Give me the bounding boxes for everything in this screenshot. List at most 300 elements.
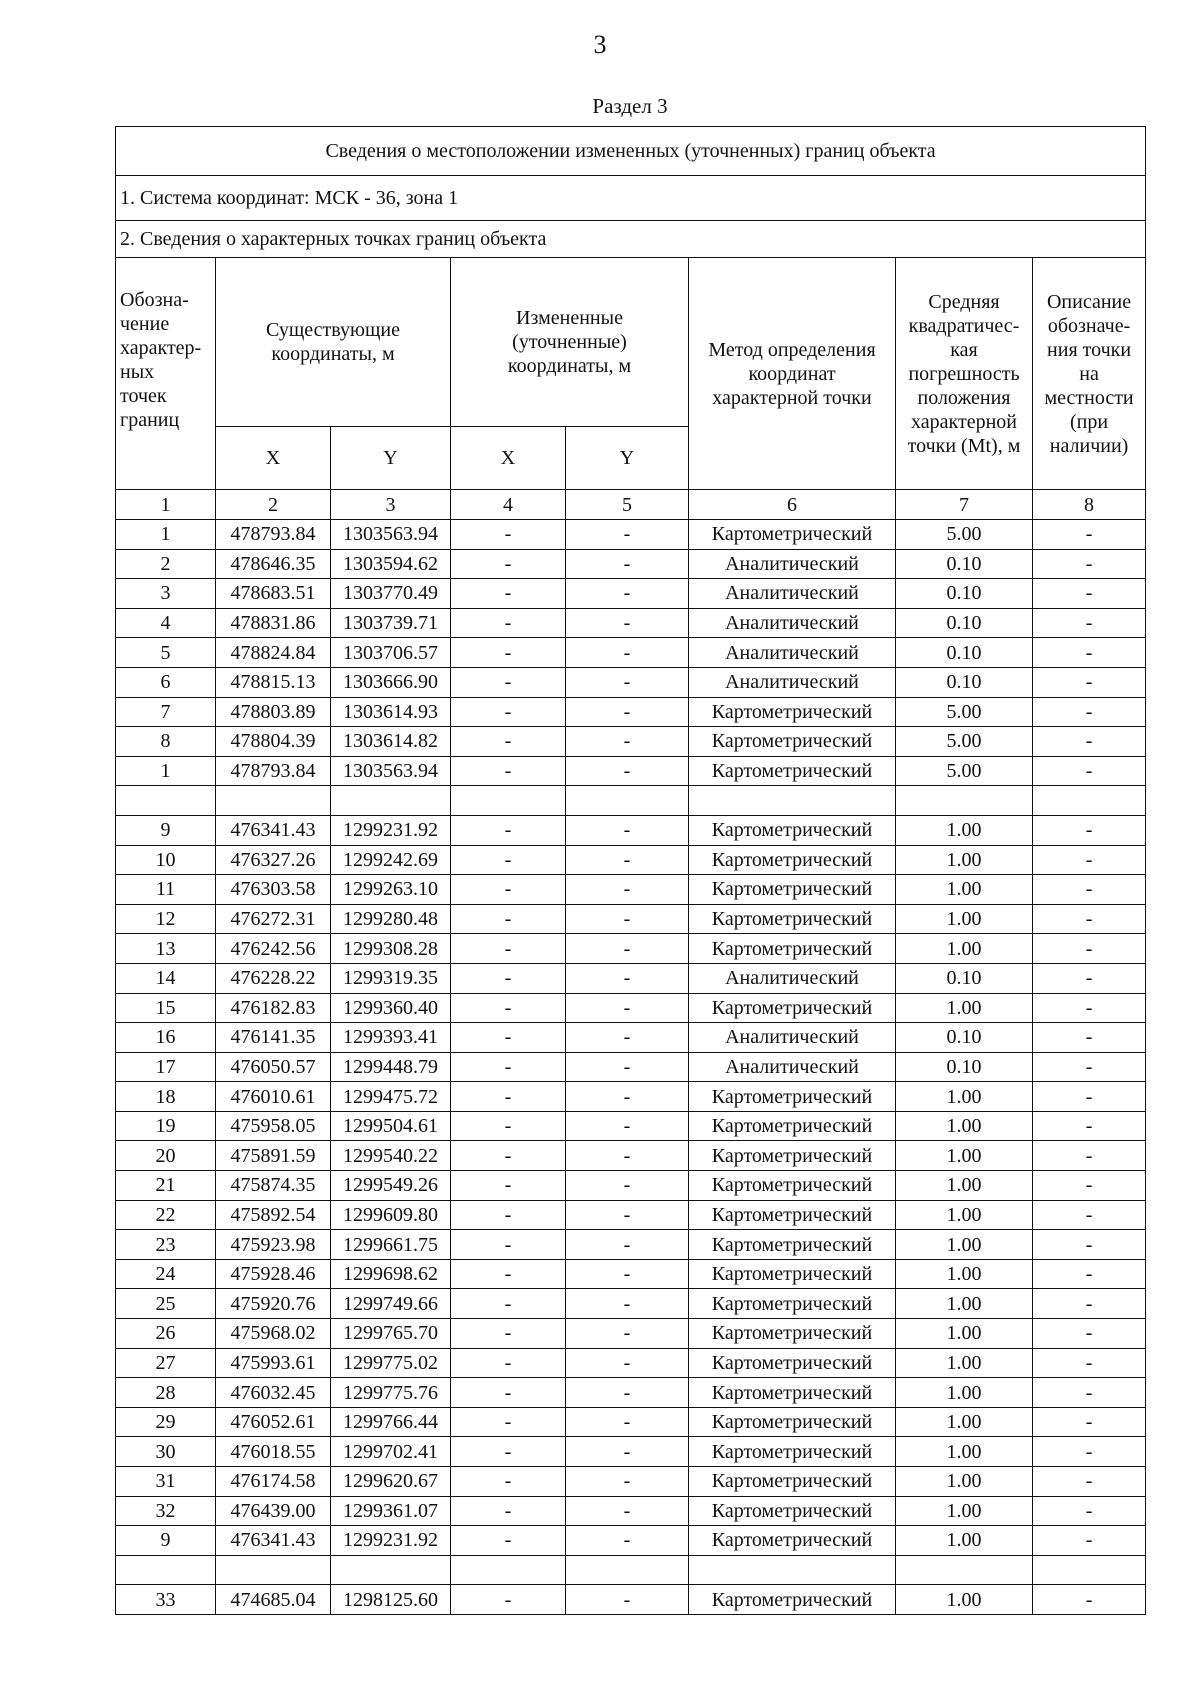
table-row bbox=[116, 1437, 1146, 1467]
header-existing-text: Существующие координаты, м bbox=[266, 319, 400, 365]
cell-error: 5.00 bbox=[896, 520, 1033, 550]
cell-description: - bbox=[1033, 1230, 1146, 1260]
cell-point-id: 28 bbox=[116, 1378, 216, 1408]
cell-description: - bbox=[1033, 579, 1146, 609]
cell-existing-y: 1303666.90 bbox=[331, 667, 451, 697]
cell-changed-y: - bbox=[566, 1052, 689, 1082]
cell-changed-x: - bbox=[451, 1585, 566, 1615]
cell-existing-y: 1299766.44 bbox=[331, 1407, 451, 1437]
cell-error: 1.00 bbox=[896, 815, 1033, 845]
cell-existing-y: 1303594.62 bbox=[331, 549, 451, 579]
table-body bbox=[116, 520, 1146, 1615]
cell-point-id: 1 bbox=[116, 520, 216, 550]
cell-description: - bbox=[1033, 1141, 1146, 1171]
cell-description: - bbox=[1033, 1289, 1146, 1319]
cell-error: 0.10 bbox=[896, 579, 1033, 609]
cell-point-id: 4 bbox=[116, 608, 216, 638]
cell-description: - bbox=[1033, 1319, 1146, 1349]
cell-changed-y: - bbox=[566, 815, 689, 845]
cell-existing-y: 1299620.67 bbox=[331, 1467, 451, 1497]
cell-changed-x: - bbox=[451, 904, 566, 934]
cell-method bbox=[689, 786, 896, 816]
cell-point-id: 1 bbox=[116, 756, 216, 786]
cell-method: Картометрический bbox=[689, 845, 896, 875]
table-row bbox=[116, 1526, 1146, 1556]
table-row bbox=[116, 963, 1146, 993]
cell-existing-y: 1299765.70 bbox=[331, 1319, 451, 1349]
cell-existing-x: 478804.39 bbox=[216, 727, 331, 757]
cell-changed-x: - bbox=[451, 1378, 566, 1408]
cell-point-id: 3 bbox=[116, 579, 216, 609]
cell-changed-y: - bbox=[566, 1526, 689, 1556]
cell-existing-y: 1303770.49 bbox=[331, 579, 451, 609]
cell-error: 1.00 bbox=[896, 1407, 1033, 1437]
cell-existing-x: 476182.83 bbox=[216, 993, 331, 1023]
header-method bbox=[689, 258, 896, 490]
cell-changed-y: - bbox=[566, 1407, 689, 1437]
cell-changed-y: - bbox=[566, 1200, 689, 1230]
table-row bbox=[116, 786, 1146, 816]
cell-changed-y: - bbox=[566, 845, 689, 875]
cell-existing-x: 478793.84 bbox=[216, 756, 331, 786]
cell-description: - bbox=[1033, 1467, 1146, 1497]
cell-changed-x: - bbox=[451, 1467, 566, 1497]
table-title: Сведения о местоположении измененных (уточненных) границ объекта bbox=[116, 127, 1146, 176]
cell-changed-x: - bbox=[451, 1526, 566, 1556]
cell-description: - bbox=[1033, 638, 1146, 668]
cell-method: Картометрический bbox=[689, 1111, 896, 1141]
cell-method: Аналитический bbox=[689, 1052, 896, 1082]
table-row bbox=[116, 1052, 1146, 1082]
cell-description: - bbox=[1033, 1348, 1146, 1378]
table-row bbox=[116, 904, 1146, 934]
cell-description: - bbox=[1033, 963, 1146, 993]
header-designation-text: Обозна- чение характер- ных точек границ bbox=[120, 289, 202, 431]
header-changed-y: Y bbox=[566, 427, 689, 490]
cell-point-id: 2 bbox=[116, 549, 216, 579]
cell-existing-y: 1298125.60 bbox=[331, 1585, 451, 1615]
table-row bbox=[116, 697, 1146, 727]
cell-existing-y: 1303563.94 bbox=[331, 520, 451, 550]
header-existing-coords bbox=[216, 258, 451, 427]
cell-existing-x bbox=[216, 1555, 331, 1585]
cell-existing-y bbox=[331, 786, 451, 816]
cell-method: Аналитический bbox=[689, 579, 896, 609]
cell-existing-y: 1299393.41 bbox=[331, 1023, 451, 1053]
cell-existing-y: 1299361.07 bbox=[331, 1496, 451, 1526]
cell-point-id: 26 bbox=[116, 1319, 216, 1349]
cell-error: 1.00 bbox=[896, 993, 1033, 1023]
cell-error: 1.00 bbox=[896, 875, 1033, 905]
cell-existing-x: 474685.04 bbox=[216, 1585, 331, 1615]
cell-method: Картометрический bbox=[689, 1141, 896, 1171]
cell-existing-x: 476050.57 bbox=[216, 1052, 331, 1082]
cell-changed-x: - bbox=[451, 1230, 566, 1260]
table-row bbox=[116, 1141, 1146, 1171]
cell-method: Аналитический bbox=[689, 1023, 896, 1053]
cell-point-id: 33 bbox=[116, 1585, 216, 1615]
header-existing-y: Y bbox=[331, 427, 451, 490]
table-row bbox=[116, 1348, 1146, 1378]
table-row bbox=[116, 1585, 1146, 1615]
cell-changed-x: - bbox=[451, 1082, 566, 1112]
header-description bbox=[1033, 258, 1146, 490]
cell-existing-y: 1299231.92 bbox=[331, 1526, 451, 1556]
cell-existing-x: 478793.84 bbox=[216, 520, 331, 550]
cell-existing-x: 475923.98 bbox=[216, 1230, 331, 1260]
cell-point-id bbox=[116, 786, 216, 816]
cell-existing-x: 475968.02 bbox=[216, 1319, 331, 1349]
cell-method: Аналитический bbox=[689, 638, 896, 668]
cell-existing-y: 1299749.66 bbox=[331, 1289, 451, 1319]
cell-method: Картометрический bbox=[689, 697, 896, 727]
cell-error: 1.00 bbox=[896, 1171, 1033, 1201]
cell-changed-y: - bbox=[566, 1378, 689, 1408]
cell-method bbox=[689, 1555, 896, 1585]
cell-method: Картометрический bbox=[689, 1437, 896, 1467]
cell-error: 0.10 bbox=[896, 638, 1033, 668]
cell-existing-y: 1303563.94 bbox=[331, 756, 451, 786]
cell-existing-x bbox=[216, 786, 331, 816]
cell-point-id: 9 bbox=[116, 1526, 216, 1556]
cell-error bbox=[896, 786, 1033, 816]
cell-changed-y: - bbox=[566, 1496, 689, 1526]
cell-existing-y: 1299549.26 bbox=[331, 1171, 451, 1201]
cell-description: - bbox=[1033, 904, 1146, 934]
cell-changed-x: - bbox=[451, 1259, 566, 1289]
cell-existing-y: 1299448.79 bbox=[331, 1052, 451, 1082]
cell-point-id: 20 bbox=[116, 1141, 216, 1171]
column-number: 5 bbox=[566, 490, 689, 520]
cell-changed-y: - bbox=[566, 1259, 689, 1289]
cell-changed-x: - bbox=[451, 875, 566, 905]
cell-changed-x: - bbox=[451, 1171, 566, 1201]
cell-point-id: 24 bbox=[116, 1259, 216, 1289]
cell-changed-y: - bbox=[566, 993, 689, 1023]
cell-changed-x: - bbox=[451, 815, 566, 845]
cell-description: - bbox=[1033, 815, 1146, 845]
cell-method: Картометрический bbox=[689, 1585, 896, 1615]
table-row bbox=[116, 608, 1146, 638]
cell-error: 1.00 bbox=[896, 1230, 1033, 1260]
cell-point-id: 27 bbox=[116, 1348, 216, 1378]
cell-existing-y: 1299263.10 bbox=[331, 875, 451, 905]
cell-changed-y: - bbox=[566, 1585, 689, 1615]
cell-description: - bbox=[1033, 608, 1146, 638]
cell-changed-x: - bbox=[451, 756, 566, 786]
cell-point-id: 18 bbox=[116, 1082, 216, 1112]
cell-existing-y: 1299319.35 bbox=[331, 963, 451, 993]
cell-description: - bbox=[1033, 1585, 1146, 1615]
cell-changed-y: - bbox=[566, 1082, 689, 1112]
cell-error bbox=[896, 1555, 1033, 1585]
cell-changed-y: - bbox=[566, 667, 689, 697]
cell-method: Картометрический bbox=[689, 1496, 896, 1526]
cell-existing-y: 1299702.41 bbox=[331, 1437, 451, 1467]
cell-changed-y: - bbox=[566, 1111, 689, 1141]
cell-error: 1.00 bbox=[896, 1348, 1033, 1378]
table-row bbox=[116, 1111, 1146, 1141]
cell-description: - bbox=[1033, 1526, 1146, 1556]
column-number: 2 bbox=[216, 490, 331, 520]
cell-error: 0.10 bbox=[896, 963, 1033, 993]
table-row bbox=[116, 1289, 1146, 1319]
column-number: 1 bbox=[116, 490, 216, 520]
cell-changed-y: - bbox=[566, 638, 689, 668]
cell-point-id: 12 bbox=[116, 904, 216, 934]
cell-error: 1.00 bbox=[896, 934, 1033, 964]
cell-existing-y: 1299698.62 bbox=[331, 1259, 451, 1289]
cell-method: Картометрический bbox=[689, 1526, 896, 1556]
header-description-text: Описание обозначе- ния точки на местности (при наличии) bbox=[1044, 290, 1134, 457]
cell-changed-x: - bbox=[451, 697, 566, 727]
cell-changed-x: - bbox=[451, 1289, 566, 1319]
cell-changed-y: - bbox=[566, 1467, 689, 1497]
cell-point-id: 10 bbox=[116, 845, 216, 875]
cell-point-id: 30 bbox=[116, 1437, 216, 1467]
cell-error: 1.00 bbox=[896, 1526, 1033, 1556]
cell-description bbox=[1033, 786, 1146, 816]
cell-error: 1.00 bbox=[896, 1467, 1033, 1497]
coordinate-system: 1. Система координат: МСК - 36, зона 1 bbox=[116, 176, 1146, 221]
cell-method: Картометрический bbox=[689, 1259, 896, 1289]
cell-description: - bbox=[1033, 1023, 1146, 1053]
cell-existing-y: 1299280.48 bbox=[331, 904, 451, 934]
cell-method: Картометрический bbox=[689, 1319, 896, 1349]
cell-method: Картометрический bbox=[689, 520, 896, 550]
cell-description: - bbox=[1033, 1082, 1146, 1112]
cell-description: - bbox=[1033, 1496, 1146, 1526]
cell-changed-y: - bbox=[566, 1171, 689, 1201]
cell-error: 0.10 bbox=[896, 608, 1033, 638]
cell-changed-x: - bbox=[451, 1496, 566, 1526]
cell-description: - bbox=[1033, 1171, 1146, 1201]
cell-existing-x: 476327.26 bbox=[216, 845, 331, 875]
cell-existing-y: 1299609.80 bbox=[331, 1200, 451, 1230]
table-row bbox=[116, 815, 1146, 845]
cell-changed-y: - bbox=[566, 549, 689, 579]
column-number: 6 bbox=[689, 490, 896, 520]
table-row bbox=[116, 875, 1146, 905]
cell-point-id: 19 bbox=[116, 1111, 216, 1141]
cell-description: - bbox=[1033, 934, 1146, 964]
table-row bbox=[116, 667, 1146, 697]
cell-changed-x bbox=[451, 1555, 566, 1585]
table-row bbox=[116, 1407, 1146, 1437]
cell-existing-x: 476018.55 bbox=[216, 1437, 331, 1467]
table-row bbox=[116, 549, 1146, 579]
cell-existing-y: 1299242.69 bbox=[331, 845, 451, 875]
cell-changed-x: - bbox=[451, 963, 566, 993]
cell-description bbox=[1033, 1555, 1146, 1585]
cell-changed-y: - bbox=[566, 963, 689, 993]
column-number: 3 bbox=[331, 490, 451, 520]
table-row bbox=[116, 993, 1146, 1023]
table-row bbox=[116, 1378, 1146, 1408]
cell-existing-y: 1299504.61 bbox=[331, 1111, 451, 1141]
cell-method: Аналитический bbox=[689, 608, 896, 638]
cell-error: 0.10 bbox=[896, 667, 1033, 697]
cell-error: 1.00 bbox=[896, 904, 1033, 934]
cell-description: - bbox=[1033, 1111, 1146, 1141]
cell-existing-x: 476141.35 bbox=[216, 1023, 331, 1053]
table-row bbox=[116, 845, 1146, 875]
cell-error: 1.00 bbox=[896, 1585, 1033, 1615]
points-caption: 2. Сведения о характерных точках границ объекта bbox=[116, 221, 1146, 258]
table-row bbox=[116, 1200, 1146, 1230]
cell-existing-y: 1299308.28 bbox=[331, 934, 451, 964]
cell-error: 0.10 bbox=[896, 1052, 1033, 1082]
cell-changed-y bbox=[566, 786, 689, 816]
cell-description: - bbox=[1033, 1437, 1146, 1467]
cell-existing-y: 1299661.75 bbox=[331, 1230, 451, 1260]
cell-description: - bbox=[1033, 993, 1146, 1023]
cell-existing-x: 476303.58 bbox=[216, 875, 331, 905]
cell-point-id bbox=[116, 1555, 216, 1585]
cell-method: Картометрический bbox=[689, 756, 896, 786]
cell-existing-x: 476341.43 bbox=[216, 815, 331, 845]
cell-changed-x: - bbox=[451, 993, 566, 1023]
cell-point-id: 23 bbox=[116, 1230, 216, 1260]
cell-description: - bbox=[1033, 1259, 1146, 1289]
cell-changed-x: - bbox=[451, 1200, 566, 1230]
cell-changed-x: - bbox=[451, 1141, 566, 1171]
cell-changed-x: - bbox=[451, 727, 566, 757]
cell-changed-x: - bbox=[451, 1111, 566, 1141]
cell-changed-x bbox=[451, 786, 566, 816]
cell-changed-x: - bbox=[451, 549, 566, 579]
cell-error: 1.00 bbox=[896, 1141, 1033, 1171]
table-row bbox=[116, 1082, 1146, 1112]
cell-changed-y: - bbox=[566, 1437, 689, 1467]
cell-changed-y: - bbox=[566, 904, 689, 934]
cell-existing-x: 476174.58 bbox=[216, 1467, 331, 1497]
table-row bbox=[116, 638, 1146, 668]
cell-existing-x: 476228.22 bbox=[216, 963, 331, 993]
cell-point-id: 25 bbox=[116, 1289, 216, 1319]
cell-error: 1.00 bbox=[896, 1289, 1033, 1319]
cell-existing-y: 1299775.02 bbox=[331, 1348, 451, 1378]
header-designation bbox=[116, 258, 216, 490]
cell-existing-x: 476010.61 bbox=[216, 1082, 331, 1112]
header-changed-text: Измененные (уточненные) координаты, м bbox=[507, 307, 632, 377]
table-row bbox=[116, 756, 1146, 786]
column-number: 7 bbox=[896, 490, 1033, 520]
cell-changed-y: - bbox=[566, 934, 689, 964]
cell-description: - bbox=[1033, 1052, 1146, 1082]
cell-changed-y: - bbox=[566, 1023, 689, 1053]
cell-existing-x: 475920.76 bbox=[216, 1289, 331, 1319]
cell-method: Аналитический bbox=[689, 963, 896, 993]
cell-point-id: 16 bbox=[116, 1023, 216, 1053]
page-number: 3 bbox=[593, 30, 607, 59]
cell-changed-x: - bbox=[451, 638, 566, 668]
cell-changed-y: - bbox=[566, 1230, 689, 1260]
cell-existing-x: 475891.59 bbox=[216, 1141, 331, 1171]
cell-existing-x: 478831.86 bbox=[216, 608, 331, 638]
header-error-text: Средняя квадратичес- кая погрешность положения характерной точки (Mt), м bbox=[907, 290, 1021, 457]
cell-point-id: 17 bbox=[116, 1052, 216, 1082]
cell-existing-x: 475892.54 bbox=[216, 1200, 331, 1230]
cell-changed-x: - bbox=[451, 667, 566, 697]
cell-method: Картометрический bbox=[689, 875, 896, 905]
cell-changed-x: - bbox=[451, 1319, 566, 1349]
cell-error: 1.00 bbox=[896, 1111, 1033, 1141]
cell-changed-y: - bbox=[566, 727, 689, 757]
cell-description: - bbox=[1033, 520, 1146, 550]
cell-point-id: 5 bbox=[116, 638, 216, 668]
column-numbers-row bbox=[116, 490, 1146, 520]
cell-point-id: 11 bbox=[116, 875, 216, 905]
cell-method: Картометрический bbox=[689, 1467, 896, 1497]
cell-changed-x: - bbox=[451, 934, 566, 964]
cell-existing-x: 476341.43 bbox=[216, 1526, 331, 1556]
cell-existing-y: 1299360.40 bbox=[331, 993, 451, 1023]
cell-changed-y: - bbox=[566, 1289, 689, 1319]
cell-changed-x: - bbox=[451, 608, 566, 638]
cell-changed-x: - bbox=[451, 1437, 566, 1467]
cell-method: Картометрический bbox=[689, 1348, 896, 1378]
cell-existing-x: 476032.45 bbox=[216, 1378, 331, 1408]
cell-changed-y: - bbox=[566, 1319, 689, 1349]
boundary-points-table bbox=[115, 126, 1146, 1615]
cell-error: 5.00 bbox=[896, 727, 1033, 757]
cell-point-id: 9 bbox=[116, 815, 216, 845]
cell-description: - bbox=[1033, 667, 1146, 697]
cell-error: 1.00 bbox=[896, 1378, 1033, 1408]
cell-existing-y: 1299775.76 bbox=[331, 1378, 451, 1408]
cell-existing-x: 478683.51 bbox=[216, 579, 331, 609]
cell-existing-y bbox=[331, 1555, 451, 1585]
cell-existing-x: 475928.46 bbox=[216, 1259, 331, 1289]
column-number: 4 bbox=[451, 490, 566, 520]
cell-method: Картометрический bbox=[689, 1289, 896, 1319]
cell-changed-x: - bbox=[451, 1052, 566, 1082]
cell-changed-y: - bbox=[566, 697, 689, 727]
cell-changed-x: - bbox=[451, 520, 566, 550]
cell-description: - bbox=[1033, 1378, 1146, 1408]
cell-method: Картометрический bbox=[689, 904, 896, 934]
cell-existing-x: 476242.56 bbox=[216, 934, 331, 964]
header-existing-x: X bbox=[216, 427, 331, 490]
table-row bbox=[116, 520, 1146, 550]
cell-changed-x: - bbox=[451, 1348, 566, 1378]
cell-method: Картометрический bbox=[689, 1378, 896, 1408]
cell-method: Картометрический bbox=[689, 727, 896, 757]
cell-existing-x: 476272.31 bbox=[216, 904, 331, 934]
cell-existing-y: 1299540.22 bbox=[331, 1141, 451, 1171]
header-error bbox=[896, 258, 1033, 490]
header-changed-x: X bbox=[451, 427, 566, 490]
cell-changed-x: - bbox=[451, 845, 566, 875]
cell-description: - bbox=[1033, 1200, 1146, 1230]
cell-method: Картометрический bbox=[689, 1082, 896, 1112]
cell-description: - bbox=[1033, 727, 1146, 757]
cell-error: 5.00 bbox=[896, 697, 1033, 727]
cell-point-id: 22 bbox=[116, 1200, 216, 1230]
cell-changed-y: - bbox=[566, 579, 689, 609]
table-row bbox=[116, 1555, 1146, 1585]
cell-existing-y: 1303739.71 bbox=[331, 608, 451, 638]
cell-existing-y: 1303706.57 bbox=[331, 638, 451, 668]
cell-error: 1.00 bbox=[896, 845, 1033, 875]
cell-error: 1.00 bbox=[896, 1259, 1033, 1289]
cell-error: 0.10 bbox=[896, 549, 1033, 579]
cell-error: 1.00 bbox=[896, 1496, 1033, 1526]
cell-description: - bbox=[1033, 1407, 1146, 1437]
cell-changed-y: - bbox=[566, 520, 689, 550]
cell-existing-x: 478646.35 bbox=[216, 549, 331, 579]
